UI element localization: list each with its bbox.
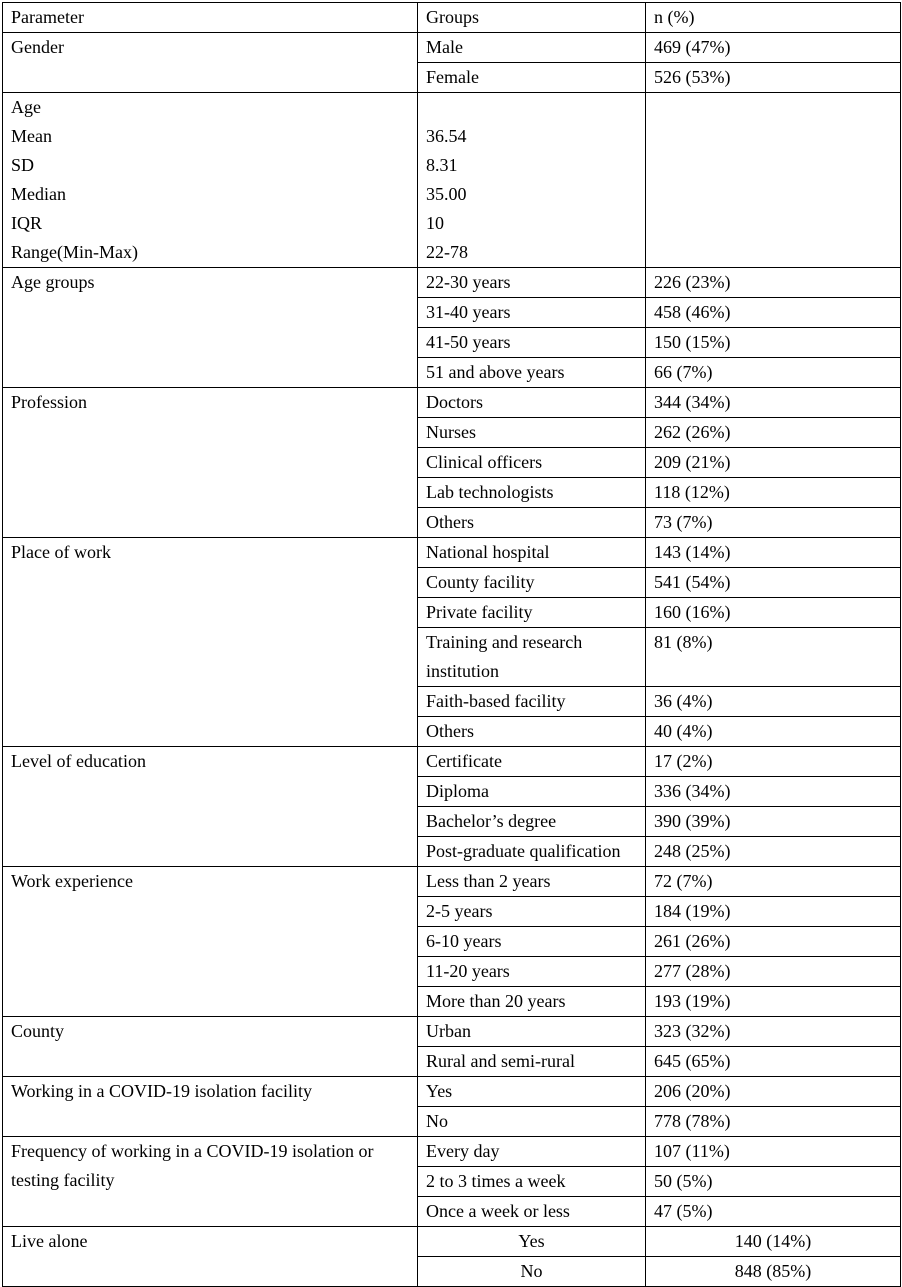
parameter-cell: Live alone xyxy=(3,1227,418,1287)
header-groups: Groups xyxy=(418,3,646,33)
parameter-cell: Working in a COVID-19 isolation facility xyxy=(3,1077,418,1137)
table-row xyxy=(3,747,901,777)
value-cell: 778 (78%) xyxy=(646,1107,901,1137)
group-cell: No xyxy=(418,1257,646,1287)
table-row xyxy=(3,538,901,568)
value-cell: 36 (4%) xyxy=(646,687,901,717)
table-row xyxy=(3,388,901,418)
group-cell: Rural and semi-rural xyxy=(418,1047,646,1077)
stat-value: 35.00 xyxy=(426,184,467,204)
value-cell: 184 (19%) xyxy=(646,897,901,927)
group-cell: 6-10 years xyxy=(418,927,646,957)
value-cell: 47 (5%) xyxy=(646,1197,901,1227)
table-row xyxy=(3,268,901,298)
group-cell: National hospital xyxy=(418,538,646,568)
value-cell: 848 (85%) xyxy=(646,1257,901,1287)
group-cell: Private facility xyxy=(418,598,646,628)
table-row xyxy=(3,1017,901,1047)
value-cell: 118 (12%) xyxy=(646,478,901,508)
group-cell: Diploma xyxy=(418,777,646,807)
stat-value: 10 xyxy=(426,213,444,233)
group-cell: Bachelor’s degree xyxy=(418,807,646,837)
group-cell: Once a week or less xyxy=(418,1197,646,1227)
parameter-cell: Level of education xyxy=(3,747,418,867)
value-cell: 323 (32%) xyxy=(646,1017,901,1047)
group-cell: 2 to 3 times a week xyxy=(418,1167,646,1197)
group-cell: Others xyxy=(418,508,646,538)
group-cell: Post-graduate qualification xyxy=(418,837,646,867)
value-cell: 206 (20%) xyxy=(646,1077,901,1107)
stat-name: Median xyxy=(11,184,66,204)
value-cell: 469 (47%) xyxy=(646,33,901,63)
group-cell: Lab technologists xyxy=(418,478,646,508)
group-cell: 41-50 years xyxy=(418,328,646,358)
group-cell: Urban xyxy=(418,1017,646,1047)
value-cell: 73 (7%) xyxy=(646,508,901,538)
table-row xyxy=(3,1077,901,1107)
value-cell: 50 (5%) xyxy=(646,1167,901,1197)
value-cell: 248 (25%) xyxy=(646,837,901,867)
value-cell: 209 (21%) xyxy=(646,448,901,478)
parameter-cell: Profession xyxy=(3,388,418,538)
value-cell: 526 (53%) xyxy=(646,63,901,93)
parameter-cell: Gender xyxy=(3,33,418,93)
group-cell xyxy=(418,93,646,268)
value-cell: 344 (34%) xyxy=(646,388,901,418)
age-label: Age xyxy=(11,97,41,117)
value-cell: 262 (26%) xyxy=(646,418,901,448)
group-cell: 31-40 years xyxy=(418,298,646,328)
group-cell: Others xyxy=(418,717,646,747)
value-cell: 541 (54%) xyxy=(646,568,901,598)
group-cell: 51 and above years xyxy=(418,358,646,388)
value-cell xyxy=(646,93,901,268)
parameter-cell: Place of work xyxy=(3,538,418,747)
value-cell: 193 (19%) xyxy=(646,987,901,1017)
parameter-cell xyxy=(3,93,418,268)
table-row xyxy=(3,1137,901,1167)
group-cell: Certificate xyxy=(418,747,646,777)
header-parameter: Parameter xyxy=(3,3,418,33)
group-cell: Training and research institution xyxy=(418,628,646,687)
group-cell: County facility xyxy=(418,568,646,598)
stat-name: Range(Min-Max) xyxy=(11,242,138,262)
group-cell: More than 20 years xyxy=(418,987,646,1017)
parameter-cell: Frequency of working in a COVID-19 isolation or testing facility xyxy=(3,1137,418,1227)
stat-name: IQR xyxy=(11,213,42,233)
table-row xyxy=(3,93,901,268)
group-cell: Faith-based facility xyxy=(418,687,646,717)
group-cell: Female xyxy=(418,63,646,93)
value-cell: 17 (2%) xyxy=(646,747,901,777)
parameter-cell: Age groups xyxy=(3,268,418,388)
value-cell: 390 (39%) xyxy=(646,807,901,837)
value-cell: 66 (7%) xyxy=(646,358,901,388)
group-cell: Male xyxy=(418,33,646,63)
group-cell: 2-5 years xyxy=(418,897,646,927)
value-cell: 261 (26%) xyxy=(646,927,901,957)
value-cell: 107 (11%) xyxy=(646,1137,901,1167)
value-cell: 150 (15%) xyxy=(646,328,901,358)
group-cell: 11-20 years xyxy=(418,957,646,987)
value-cell: 81 (8%) xyxy=(646,628,901,687)
parameter-cell: Work experience xyxy=(3,867,418,1017)
demographics-table xyxy=(2,2,901,1287)
value-cell: 645 (65%) xyxy=(646,1047,901,1077)
value-cell: 160 (16%) xyxy=(646,598,901,628)
group-cell: No xyxy=(418,1107,646,1137)
header-row xyxy=(3,3,901,33)
value-cell: 277 (28%) xyxy=(646,957,901,987)
group-cell: Yes xyxy=(418,1077,646,1107)
group-cell: Doctors xyxy=(418,388,646,418)
table-row xyxy=(3,867,901,897)
table-row xyxy=(3,1227,901,1257)
stat-value: 36.54 xyxy=(426,126,467,146)
group-cell: Nurses xyxy=(418,418,646,448)
stat-name: Mean xyxy=(11,126,52,146)
value-cell: 458 (46%) xyxy=(646,298,901,328)
value-cell: 336 (34%) xyxy=(646,777,901,807)
table-row xyxy=(3,33,901,63)
stat-value: 8.31 xyxy=(426,155,458,175)
group-cell: Clinical officers xyxy=(418,448,646,478)
value-cell: 40 (4%) xyxy=(646,717,901,747)
value-cell: 140 (14%) xyxy=(646,1227,901,1257)
value-cell: 72 (7%) xyxy=(646,867,901,897)
header-n: n (%) xyxy=(646,3,901,33)
group-cell: Every day xyxy=(418,1137,646,1167)
group-cell: Yes xyxy=(418,1227,646,1257)
parameter-cell: County xyxy=(3,1017,418,1077)
stat-name: SD xyxy=(11,155,35,175)
group-cell: 22-30 years xyxy=(418,268,646,298)
value-cell: 226 (23%) xyxy=(646,268,901,298)
group-cell: Less than 2 years xyxy=(418,867,646,897)
value-cell: 143 (14%) xyxy=(646,538,901,568)
stat-value: 22-78 xyxy=(426,242,468,262)
